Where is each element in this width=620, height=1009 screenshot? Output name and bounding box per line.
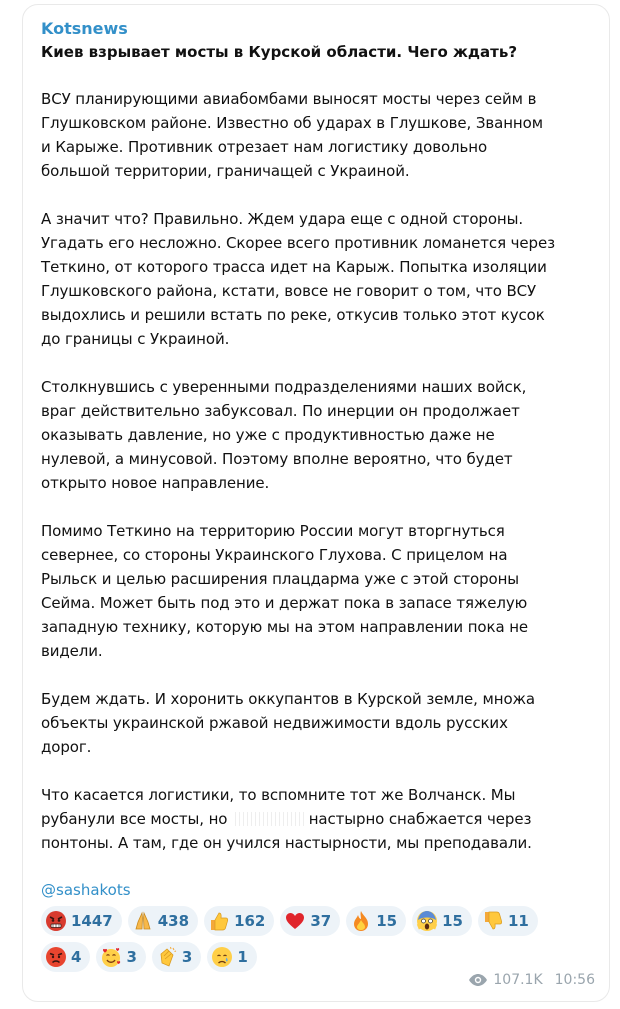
text-line: и Карыже. Противник отрезает нам логистику довольно [41,138,488,156]
reaction-count: 438 [157,912,190,930]
reaction-button[interactable] [412,906,472,936]
message-meta [468,972,595,988]
reaction-button[interactable] [280,906,340,936]
reaction-count: 11 [508,912,529,930]
reaction-count: 15 [376,912,398,930]
post-paragraph [41,519,593,663]
reaction-button[interactable] [41,942,90,972]
reactions-bar [41,906,561,972]
thumbs-up-icon [208,910,230,932]
angry-face-icon [45,910,67,932]
text-line: большой территории, граничащей с Украиной. [41,162,410,180]
smiling-hearts-face-icon [100,946,122,968]
text-line: Глушковского района, кстати, вовсе не говорит о том, что ВСУ [41,282,537,300]
text-line: до границы с Украиной. [41,330,230,348]
text-fragment: настырно снабжается через [308,810,532,828]
post-paragraph [41,87,593,183]
text-line: выдохлись и решили встать по реке, откусив только этот кусок [41,306,545,324]
text-line: Глушковском районе. Известно об ударах в Глушкове, Званном [41,114,543,132]
text-line: западную технику, которую мы на этом направлении пока не [41,618,529,636]
reaction-button[interactable] [346,906,406,936]
post-paragraph-last [41,783,593,855]
text-line: Сейма. Может быть под это и держат пока в запасе тяжелую [41,594,528,612]
post-paragraph [41,207,593,351]
reaction-button[interactable] [128,906,198,936]
text-line: Угадать его несложно. Скорее всего противник ломанется через [41,234,555,252]
text-line: Теткино, от которого трасса идет на Карыж. Попытка изоляции [41,258,547,276]
text-line: Рыльск и целью расширения плацдарма уже с этой стороны [41,570,520,588]
reaction-count: 37 [310,912,332,930]
text-line: враг действительно забуксовал. По инерции он продолжает [41,402,520,420]
text-fragment: рубанули все мосты, но [41,810,228,828]
eye-icon [468,973,488,987]
red-heart-icon [284,910,306,932]
reaction-count: 1447 [71,912,113,930]
text-line: А значит что? Правильно. Ждем удара еще с одной стороны. [41,210,524,228]
reaction-button[interactable] [478,906,538,936]
fire-icon [350,910,372,932]
reaction-count: 4 [71,948,82,966]
post-paragraph [41,375,593,495]
text-line: Столкнувшись с уверенными подразделениями наших войск, [41,378,527,396]
reaction-button[interactable] [41,906,122,936]
text-line: объекты украинской ржавой недвижимости вдоль русских [41,714,508,732]
thumbs-down-icon [482,910,504,932]
reaction-button[interactable] [96,942,145,972]
message-time: 10:56 [554,972,595,988]
reaction-button[interactable] [204,906,274,936]
clapping-hands-icon [156,946,178,968]
reaction-count: 1 [237,948,248,966]
post-body [41,87,593,759]
crying-face-icon [211,946,233,968]
screaming-face-icon [416,910,438,932]
text-line: открыто новое направление. [41,474,270,492]
redacted-word [232,812,304,826]
praying-hands-icon [132,910,154,932]
text-line: оказывать давление, но уже с продуктивностью даже не [41,426,495,444]
text-line: нулевой, а минусовой. Поэтому вполне вероятно, что будет [41,450,513,468]
reaction-count: 162 [234,912,266,930]
text-line: ВСУ планирующими авиабомбами выносят мосты через сейм в [41,90,537,108]
reaction-count: 3 [126,948,137,966]
text-line: севернее, со стороны Украинского Глухова. С прицелом на [41,546,508,564]
author-mention-link[interactable]: @sashakots [41,881,131,899]
text-line: Будем ждать. И хоронить оккупантов в Курской земле, множа [41,690,536,708]
post-paragraph [41,687,593,759]
text-line: Помимо Теткино на территорию России могут вторгнуться [41,522,505,540]
pouting-face-icon [45,946,67,968]
text-line: дорог. [41,738,92,756]
text-line: Что касается логистики, то вспомните тот же Волчанск. Мы [41,786,516,804]
reaction-count: 3 [181,948,193,966]
text-line: понтоны. А там, где он учился настырности, мы преподавали. [41,834,532,852]
channel-name[interactable]: Kotsnews [41,19,128,38]
reaction-button[interactable] [207,942,256,972]
reaction-count: 15 [442,912,463,930]
post-headline: Киев взрывает мосты в Курской области. Чего ждать? [41,43,518,61]
text-line: видели. [41,642,103,660]
view-count: 107.1K [493,972,543,988]
message-bubble [22,4,610,1002]
reaction-button[interactable] [152,942,201,972]
text-line [41,807,593,831]
